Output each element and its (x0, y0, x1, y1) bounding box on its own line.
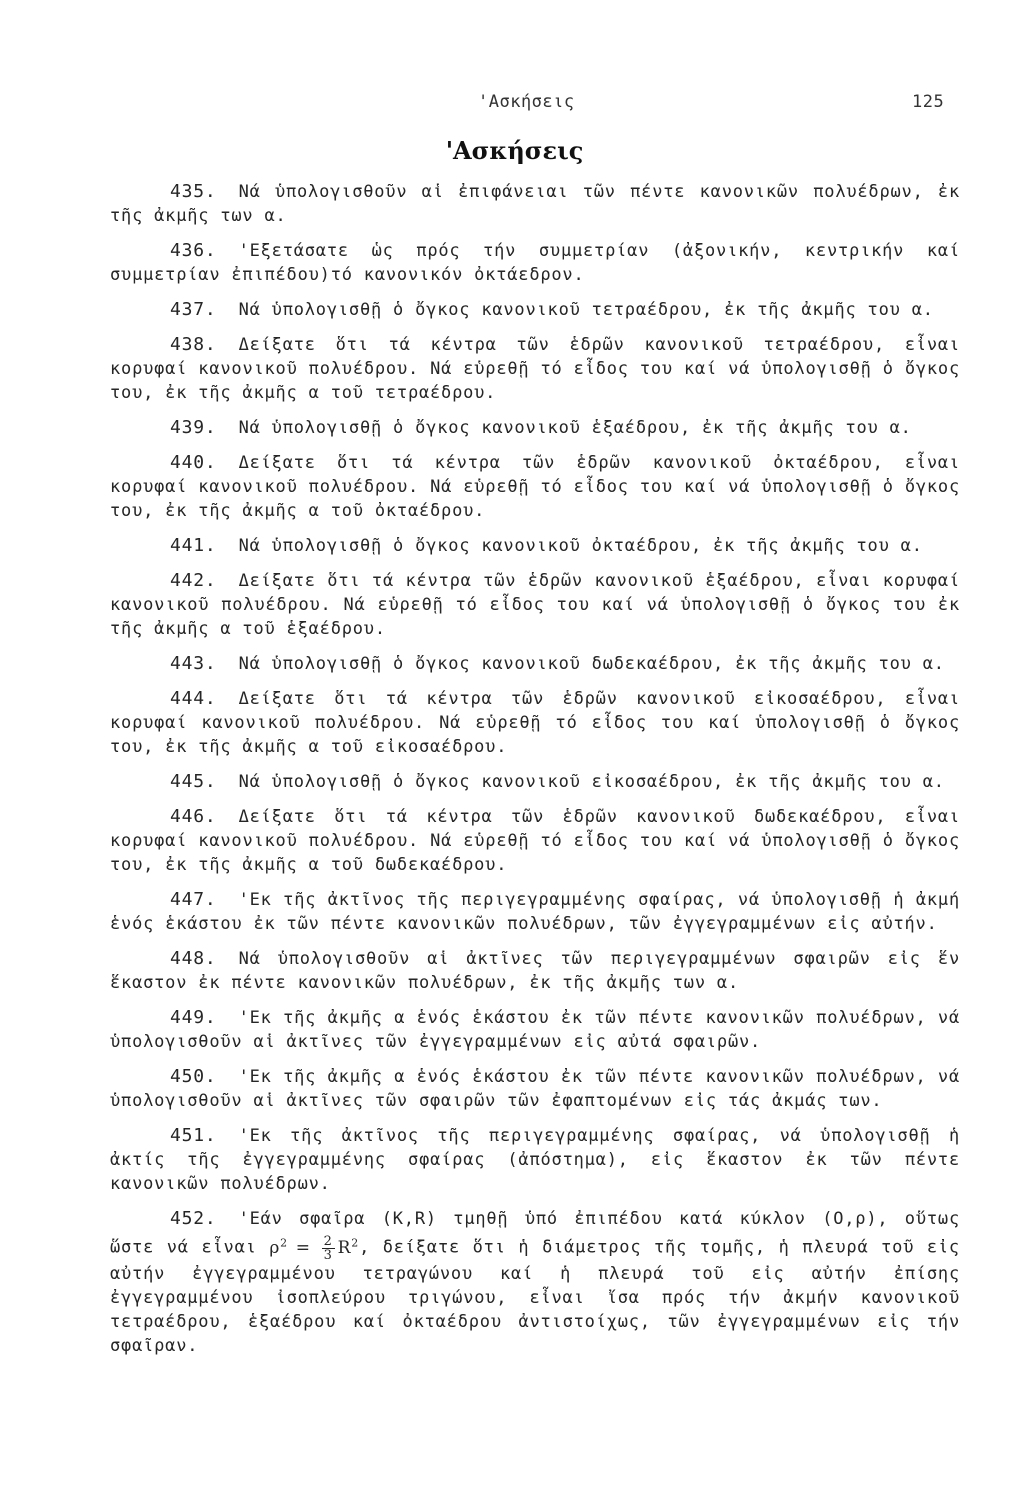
exercise-number: 441. (170, 535, 217, 556)
equation (269, 1233, 360, 1263)
exercise-text: 'Εάν σφαῖρα (Κ,R) τμηθῇ ὑπό ἐπιπέδου κατά κύκλον (Ο,ρ), οὕτως ὥστε νά εἶναι (110, 1209, 960, 1258)
exercise-text: 'Εκ τῆς ἀκτῖνος τῆς περιγεγραμμένης σφαίρας, νά ὑπολογισθῇ ἡ ἀκτίς τῆς ἐγγεγραμμένης σφαίρας (ἀπόστημα), εἰς ἕκαστον ἐκ τῶν πέντε κανονικῶν πολυέδρων. (110, 1126, 960, 1194)
page-number: 125 (912, 92, 945, 112)
exercise-list (110, 180, 960, 1369)
eq-sign: = (295, 1237, 311, 1258)
exercise-number: 440. (170, 452, 217, 473)
exercise-text: Δείξατε ὅτι τά κέντρα τῶν ἑδρῶν κανονικοῦ ὀκταέδρου, εἶναι κορυφαί κανονικοῦ πολυέδρου. Νά εὑρεθῇ τό εἶδος του καί νά ὑπολογισθῇ ὁ ὄγκος του, ἐκ τῆς ἀκμῆς α τοῦ ὀκταέδρου. (110, 453, 960, 521)
eq-rhs: R (337, 1237, 352, 1258)
exercise-number: 445. (170, 771, 217, 792)
exercise-text: Νά ὑπολογισθῇ ὁ ὄγκος κανονικοῦ τετραέδρου, ἐκ τῆς ἀκμῆς του α. (238, 300, 934, 320)
exercise-number: 436. (170, 240, 217, 261)
exercise-438 (110, 333, 960, 405)
running-header (0, 92, 1029, 116)
exercise-text: Δείξατε ὅτι τά κέντρα τῶν ἑδρῶν κανονικοῦ τετραέδρου, εἶναι κορυφαί κανονικοῦ πολυέδρου. Νά εὑρεθῇ τό εἶδος του καί νά ὑπολογισθῇ ὁ ὄγκος του, ἐκ τῆς ἀκμῆς α τοῦ τετραέδρου. (110, 335, 960, 403)
exercise-number: 439. (170, 417, 217, 438)
fraction-denominator: 3 (323, 1247, 333, 1263)
exercise-number: 450. (170, 1066, 217, 1087)
exercise-number: 452. (170, 1208, 217, 1229)
exercise-number: 447. (170, 889, 217, 910)
exercise-text: 'Εκ τῆς ἀκτῖνος τῆς περιγεγραμμένης σφαίρας, νά ὑπολογισθῇ ἡ ἀκμή ἑνός ἑκάστου ἐκ τῶν πέντε κανονικῶν πολυέδρων, τῶν ἐγγεγραμμένων εἰς αὐτήν. (110, 890, 960, 934)
eq-rhs-exponent: 2 (351, 1236, 360, 1249)
exercise-number: 446. (170, 806, 217, 827)
exercise-450 (110, 1065, 960, 1113)
exercise-439 (110, 416, 960, 440)
exercise-number: 449. (170, 1007, 217, 1028)
exercise-437 (110, 298, 960, 322)
exercise-440 (110, 451, 960, 523)
eq-lhs: ρ (269, 1237, 281, 1258)
fraction-numerator: 2 (323, 1233, 333, 1249)
exercise-435 (110, 180, 960, 228)
exercise-447 (110, 888, 960, 936)
exercise-number: 451. (170, 1125, 217, 1146)
exercise-446 (110, 805, 960, 877)
exercise-text: Νά ὑπολογισθῇ ὁ ὄγκος κανονικοῦ ἑξαέδρου, ἐκ τῆς ἀκμῆς του α. (238, 418, 912, 438)
exercise-text: Νά ὑπολογισθῇ ὁ ὄγκος κανονικοῦ δωδεκαέδρου, ἐκ τῆς ἀκμῆς του α. (238, 654, 945, 674)
exercise-442 (110, 569, 960, 641)
exercise-text: Νά ὑπολογισθῇ ὁ ὄγκος κανονικοῦ εἰκοσαέδρου, ἐκ τῆς ἀκμῆς του α. (238, 772, 945, 792)
exercise-number: 442. (170, 570, 217, 591)
exercise-number: 448. (170, 948, 217, 969)
exercise-number: 435. (170, 181, 217, 202)
exercise-448 (110, 947, 960, 995)
exercise-text: 'Εξετάσατε ὡς πρός τήν συμμετρίαν (ἀξονικήν, κεντρικήν καί συμμετρίαν ἐπιπέδου)τό κανονικόν ὀκτάεδρον. (110, 241, 960, 285)
fraction (322, 1235, 335, 1262)
exercise-text: Δείξατε ὅτι τά κέντρα τῶν ἑδρῶν κανονικοῦ ἑξαέδρου, εἶναι κορυφαί κανονικοῦ πολυέδρου. Νά εὑρεθῇ τό εἶδος του καί νά ὑπολογισθῇ ὁ ὄγκος του ἐκ τῆς ἀκμῆς α τοῦ ἑξαέδρου. (110, 571, 960, 639)
exercise-436 (110, 239, 960, 287)
exercise-text: 'Εκ τῆς ἀκμῆς α ἑνός ἑκάστου ἐκ τῶν πέντε κανονικῶν πολυέδρων, νά ὑπολογισθοῦν αἱ ἀκτῖνες τῶν ἐγγεγραμμένων εἰς αὐτά σφαιρῶν. (110, 1008, 960, 1052)
exercise-451 (110, 1124, 960, 1196)
running-title: 'Ασκήσεις (478, 92, 575, 112)
exercise-number: 443. (170, 653, 217, 674)
exercise-number: 438. (170, 334, 217, 355)
exercise-444 (110, 687, 960, 759)
exercise-number: 437. (170, 299, 217, 320)
exercise-text-continued: , δείξατε ὅτι ἡ διάμετρος τῆς τομῆς, ἡ πλευρά τοῦ εἰς αὐτήν ἐγγεγραμμένου τετραγώνου καί ἡ πλευρά τοῦ εἰς αὐτήν ἐπίσης ἐγγεγραμμένου ἰσοπλεύρου τριγώνου, εἶναι ἴσα πρός τήν ἀκμήν κανονικοῦ τετραέδρου, ἑξαέδρου καί ὀκταέδρου ἀντιστοίχως, τῶν ἐγγεγραμμένων εἰς τήν σφαῖραν. (110, 1237, 960, 1356)
exercise-441 (110, 534, 960, 558)
exercise-text: Νά ὑπολογισθοῦν αἱ ἀκτῖνες τῶν περιγεγραμμένων σφαιρῶν εἰς ἕν ἕκαστον ἐκ πέντε κανονικῶν πολυέδρων, ἐκ τῆς ἀκμῆς των α. (110, 949, 960, 993)
eq-lhs-exponent: 2 (280, 1236, 288, 1249)
exercise-number: 444. (170, 688, 217, 709)
exercise-449 (110, 1006, 960, 1054)
exercise-text: 'Εκ τῆς ἀκμῆς α ἑνός ἑκάστου ἐκ τῶν πέντε κανονικῶν πολυέδρων, νά ὑπολογισθοῦν αἱ ἀκτῖνες τῶν σφαιρῶν τῶν ἐφαπτομένων εἰς τάς ἀκμάς των. (110, 1067, 960, 1111)
exercise-text: Δείξατε ὅτι τά κέντρα τῶν ἑδρῶν κανονικοῦ εἰκοσαέδρου, εἶναι κορυφαί κανονικοῦ πολυέδρου. Νά εὑρεθῇ τό εἶδος του καί ὑπολογισθῇ ὁ ὄγκος του, ἐκ τῆς ἀκμῆς α τοῦ εἰκοσαέδρου. (110, 689, 960, 757)
exercise-text: Δείξατε ὅτι τά κέντρα τῶν ἑδρῶν κανονικοῦ δωδεκαέδρου, εἶναι κορυφαί κανονικοῦ πολυέδρου. Νά εὑρεθῇ τό εἶδος του καί νά ὑπολογισθῇ ὁ ὄγκος του, ἐκ τῆς ἀκμῆς α τοῦ δωδεκαέδρου. (110, 807, 960, 875)
exercise-445 (110, 770, 960, 794)
exercise-452 (110, 1207, 960, 1358)
exercise-text: Νά ὑπολογισθῇ ὁ ὄγκος κανονικοῦ ὀκταέδρου, ἐκ τῆς ἀκμῆς του α. (238, 536, 923, 556)
exercise-text: Νά ὑπολογισθοῦν αἱ ἐπιφάνειαι τῶν πέντε κανονικῶν πολυέδρων, ἐκ τῆς ἀκμῆς των α. (110, 182, 960, 226)
section-title: 'Ασκήσεις (445, 136, 584, 165)
exercise-443 (110, 652, 960, 676)
